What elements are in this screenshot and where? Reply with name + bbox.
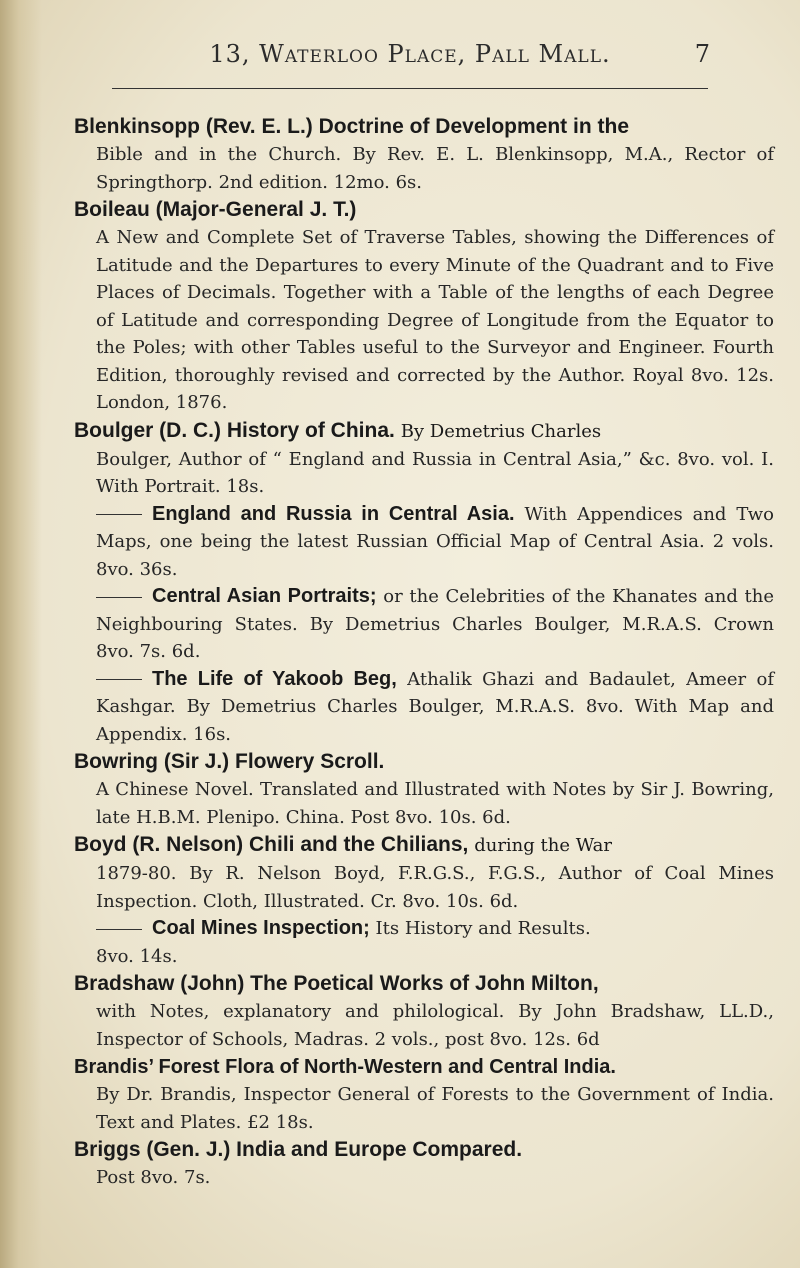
entry-continuation: 8vo. 14s. <box>96 945 178 967</box>
entry-boulger-yakoob <box>74 666 774 749</box>
entry-heading <box>74 417 774 446</box>
entry-heading: Boileau (Major-General J. T.) <box>74 198 357 221</box>
entry-description: Boulger, Author of “ England and Russia in Central Asia,” &c. 8vo. vol. I. With Portrait. 18s. <box>96 448 774 497</box>
entry-description: 1879-80. By R. Nelson Boyd, F.R.G.S., F.G.S., Author of Coal Mines Inspection. Cloth, Illustrated. Cr. 8vo. 10s. 6d. <box>96 863 774 912</box>
entry-description: or the Celebrities of the Khanates and the Neighbouring States. By Demetrius Charles Boulger, M.R.A.S. Crown 8vo. 7s. 6d. <box>96 586 775 662</box>
entry-heading: Blenkinsopp (Rev. E. L.) Doctrine of Development in the <box>74 115 630 138</box>
entry-description: Post 8vo. 7s. <box>96 1167 211 1188</box>
entry-boulger-china <box>74 417 774 501</box>
entry-description: with Notes, explanatory and philological. By John Bradshaw, LL.D., Inspector of Schools, Madras. 2 vols., post 8vo. 12s. 6d <box>96 1001 774 1050</box>
page-number: 7 <box>694 40 710 68</box>
ditto-dash <box>96 929 142 930</box>
running-title: 13, Waterloo Place, Pall Mall. <box>209 40 611 68</box>
entry-subtitle: Coal Mines Inspection; <box>152 917 370 939</box>
entry-boulger-russia <box>74 501 774 584</box>
entry-heading: Briggs (Gen. J.) India and Europe Compared. <box>74 1138 523 1161</box>
catalogue-entries <box>74 113 774 1192</box>
entry-subentry <box>74 666 774 749</box>
entry-description: A Chinese Novel. Translated and Illustrated with Notes by Sir J. Bowring, late H.B.M. Plenipo. China. Post 8vo. 10s. 6d. <box>96 779 774 828</box>
entry-blenkinsopp <box>74 113 774 196</box>
entry-description: With Appendices and Two Maps, one being the latest Russian Official Map of Central Asia. 2 vols. 8vo. 36s. <box>96 503 774 580</box>
entry-heading: Brandis’ Forest Flora of North-Western and Central India. <box>74 1056 616 1078</box>
entry-boyd-chili <box>74 831 774 915</box>
entry-subentry <box>74 915 774 943</box>
entry-description: Bible and in the Church. By Rev. E. L. Blenkinsopp, M.A., Rector of Springthorp. 2nd edition. 12mo. 6s. <box>96 144 774 193</box>
entry-brandis <box>74 1053 774 1136</box>
entry-description: By Dr. Brandis, Inspector General of Forests to the Government of India. Text and Plates. £2 18s. <box>96 1084 774 1133</box>
ditto-dash <box>96 679 142 680</box>
entry-heading <box>74 831 774 860</box>
entry-bradshaw <box>74 970 774 1053</box>
page-edge-shadow <box>0 0 42 1268</box>
entry-description: Athalik Ghazi and Badaulet, Ameer of Kashgar. By Demetrius Charles Boulger, M.R.A.S. 8vo. With Map and Appendix. 16s. <box>96 668 774 745</box>
entry-subtitle: Central Asian Portraits; <box>152 585 377 607</box>
entry-heading-title: Boyd (R. Nelson) Chili and the Chilians, <box>74 833 469 856</box>
entry-heading: Bowring (Sir J.) Flowery Scroll. <box>74 750 385 773</box>
entry-heading-rest: during the War <box>474 835 612 856</box>
running-header <box>110 40 710 74</box>
entry-bowring <box>74 748 774 831</box>
entry-subentry <box>74 583 774 666</box>
entry-subentry <box>74 501 774 584</box>
entry-subtitle: England and Russia in Central Asia. <box>152 502 515 525</box>
entry-description: Its History and Results. <box>375 918 591 939</box>
entry-heading: Bradshaw (John) The Poetical Works of John Milton, <box>74 972 599 995</box>
entry-description: A New and Complete Set of Traverse Tables, showing the Differences of Latitude and the Departures to every Minute of the Quadrant and to Five Places of Decimals. Together with a Table of the lengths of each Degree of Latitude and corresponding Degree of Longitude from the Equator to the Poles; with other Tables useful to the Surveyor and Engineer. Fourth Edition, thoroughly revised and corrected by the Author. Royal 8vo. 12s. London, 1876. <box>96 227 774 413</box>
entry-heading-title: Boulger (D. C.) History of China. <box>74 418 395 442</box>
entry-boileau <box>74 196 774 417</box>
entry-subtitle: The Life of Yakoob Beg, <box>152 667 397 690</box>
entry-boyd-coal <box>74 915 774 970</box>
ditto-dash <box>96 597 142 598</box>
entry-boulger-portraits <box>74 583 774 666</box>
ditto-dash <box>96 514 142 515</box>
entry-briggs <box>74 1136 774 1192</box>
header-rule <box>112 88 708 89</box>
entry-heading-rest: By Demetrius Charles <box>400 420 602 442</box>
